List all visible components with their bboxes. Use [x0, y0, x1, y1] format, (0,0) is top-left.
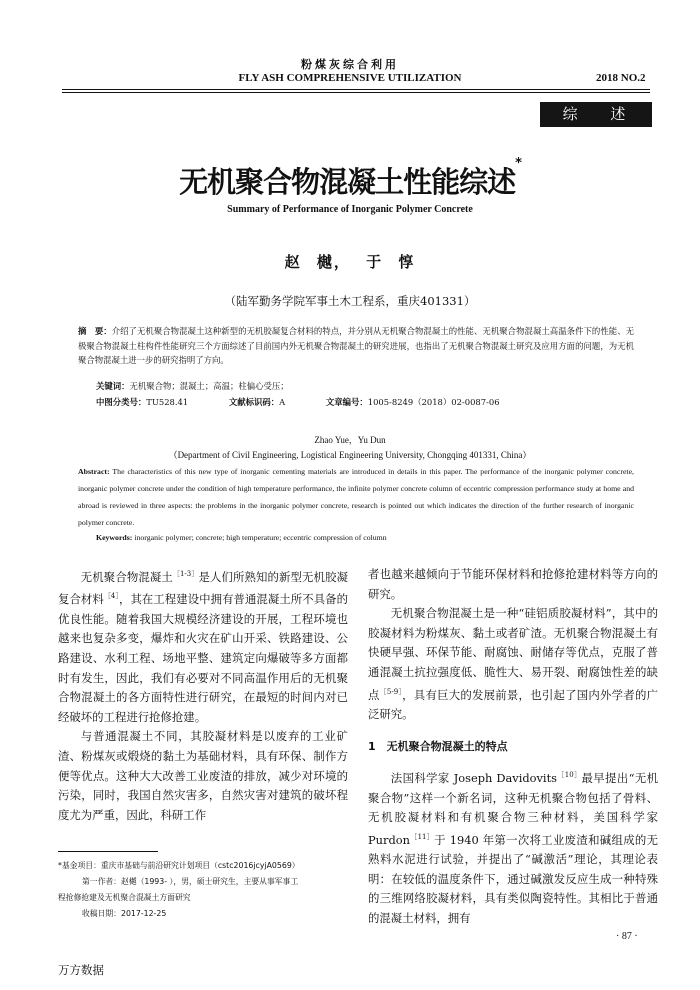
- issue-number: 2018 NO.2: [596, 72, 646, 84]
- paper-title-en: Summary of Performance of Inorganic Polymer Concrete: [227, 204, 473, 215]
- affiliation-cn: （陆军勤务学院军事土木工程系，重庆401331）: [224, 294, 476, 308]
- clc-field: [96, 397, 188, 407]
- doc-code-value: A: [279, 397, 286, 407]
- keywords-en-text: inorganic polymer; concrete; high temperature; eccentric compression of column: [134, 533, 387, 542]
- authors-cn: 赵 樾， 于 惇: [284, 253, 416, 271]
- classification-line: [96, 396, 566, 408]
- footnote-rule: [58, 851, 158, 852]
- journal-name-en: FLY ASH COMPREHENSIVE UTILIZATION: [238, 72, 462, 84]
- keywords-en-label: Keywords:: [96, 533, 133, 542]
- keywords-cn-text: 无机聚合物；混凝土；高温；柱偏心受压；: [129, 381, 289, 391]
- journal-name-cn: 粉煤灰综合利用: [301, 58, 399, 71]
- body-paragraph: 者也越来越倾向于节能环保材料和抢修抢建材料等方向的研究。: [368, 567, 658, 601]
- citation: ［10］: [557, 771, 582, 780]
- citation: ［5-9］: [379, 687, 403, 696]
- article-number-label: 文章编号：: [325, 397, 368, 407]
- keywords-cn-label: 关键词：: [96, 381, 130, 391]
- body-column-left: [58, 565, 348, 825]
- abstract-en-label: Abstract:: [78, 467, 110, 476]
- citation: ［11］: [409, 832, 435, 841]
- clc-label: 中图分类号：: [96, 397, 147, 407]
- abstract-cn-text: 介绍了无机聚合物混凝土这种新型的无机胶凝复合材料的特点，并分别从无机聚合物混凝土的性能、无机聚合物混凝土高温条件下的性能、无极聚合物混凝土柱构件性能研究三个方面综述了目前国内外无机聚合物混凝土的研究进展，也指出了无机聚合物混凝土研究及应用方面的问题，为无机聚合物混凝土进一步的研究指明了方向。: [78, 326, 634, 365]
- footnote-fund: *基金项目：重庆市基础与前沿研究计划项目（cstc2016jcyjA0569）: [58, 861, 300, 870]
- footnote-author: 第一作者：赵樾（1993- ），男，硕士研究生，主要从事军事工: [82, 877, 299, 886]
- section-heading: 1 无机聚合物混凝土的特点: [368, 739, 508, 753]
- title-footnote-mark: *: [515, 156, 521, 171]
- category-badge: 综 述: [540, 102, 652, 127]
- text-span: 无机聚合物混凝土: [80, 569, 173, 584]
- body-paragraph: [368, 766, 658, 928]
- footnotes: [58, 858, 348, 922]
- abstract-cn-label: 摘 要：: [78, 326, 112, 336]
- abstract-en-text: The characteristics of this new type of inorganic cementing materials are introduced in details in this paper. The performance of the inorganic polymer concrete, inorganic polymer concrete under the condition of high temperature performance, the infinite polymer concrete column of eccentric compression performance study at home and abroad is reviewed in three aspects: the problems in the inorganic polymer concrete, research is pointed out which indicates the direction of the further research of inorganic polymer concrete.: [78, 467, 634, 527]
- body-paragraph: [58, 565, 348, 727]
- abstract-cn: [78, 324, 634, 368]
- clc-value: TU528.41: [146, 397, 189, 407]
- body-paragraph: 与普通混凝土不同，其胶凝材料是以废弃的工业矿渣、粉煤灰或煅烧的黏土为基础材料，具有环保、制作方便等优点。这种大大改善工业废渣的排放，减少对环境的污染，同时，我国自然灾害多，自然灾害对建筑的破坏程度尤为严重，因此，科研工作: [58, 729, 348, 822]
- title-text: 无机聚合物混凝土性能综述: [179, 165, 516, 199]
- text-span: ，具有巨大的发展前景，也引起了国内外学者的广泛研究。: [368, 687, 658, 721]
- text-span: 是人们所熟知的新型无机胶凝复合材料: [58, 569, 348, 607]
- text-span: 于 1940 年第一次将工业废渣和碱组成的无熟料水泥进行试验，并提出了“碱激活”理论，其理论表明：在较低的温度条件下，通过碱激发反应生成一种特殊的三维网络胶凝材料，具有类似陶瓷特性。其相比于普通的混凝土材料，拥有: [368, 832, 658, 925]
- body-column-right: [368, 565, 658, 928]
- page-number: · 87 ·: [616, 931, 638, 942]
- text-span: 最早提出“无机聚合物”这样一个新名词，这种无机聚合物包括了骨料、无机胶凝材料和有机聚合物三种材料，美国科学家 Purdon: [368, 770, 658, 847]
- footnote-author-cont: 程抢修抢建及无机聚合混凝土方面研究: [58, 893, 191, 902]
- paper-title: [0, 156, 700, 201]
- footnote-received: 收稿日期：2017-12-25: [82, 909, 167, 918]
- affiliation-en: （Department of Civil Engineering, Logistical Engineering University, Chongqing 401331, China）: [168, 450, 532, 460]
- doc-code-field: [229, 397, 285, 407]
- watermark: 万方数据: [58, 963, 104, 977]
- header-rule-thin: [62, 92, 650, 93]
- abstract-en: [78, 463, 634, 531]
- text-span: 法国科学家 Joseph Davidovits: [390, 770, 558, 785]
- text-span: ，其在工程建设中拥有普通混凝土所不具备的优良性能。随着我国大规模经济建设的开展，工程环境也越来也复杂多变，爆炸和火灾在矿山开采、铁路建设、公路建设、水利工程、场地平整、建筑定向爆破等多方面都时有发生，因此，我们有必要对不同高温作用后的无机聚合物混凝土的各方面特性进行研究，在最短的时间内对已经破坏的工程进行抢修抢建。: [58, 592, 348, 724]
- article-number-value: 1005-8249（2018）02-0087-06: [367, 397, 500, 407]
- citation: ［4］: [103, 592, 119, 601]
- article-number-field: [326, 397, 500, 407]
- citation: ［1-3］: [172, 570, 199, 578]
- text-span: 无机聚合物混凝土是一种“硅铝质胶凝材料”，其中的胶凝材料为粉煤灰、黏土或者矿渣。无机聚合物混凝土有快硬早强、环保节能、耐腐蚀、耐储存等优点，克服了普通混凝土抗拉强度低、脆性大、易开裂、耐腐蚀性差的缺点: [368, 606, 658, 702]
- body-paragraph: [368, 604, 658, 724]
- authors-en: Zhao Yue，Yu Dun: [314, 435, 386, 445]
- doc-code-label: 文献标识码：: [228, 397, 280, 407]
- keywords-en: [96, 533, 387, 542]
- header-rule-thick: [62, 89, 650, 90]
- keywords-cn: [96, 380, 289, 392]
